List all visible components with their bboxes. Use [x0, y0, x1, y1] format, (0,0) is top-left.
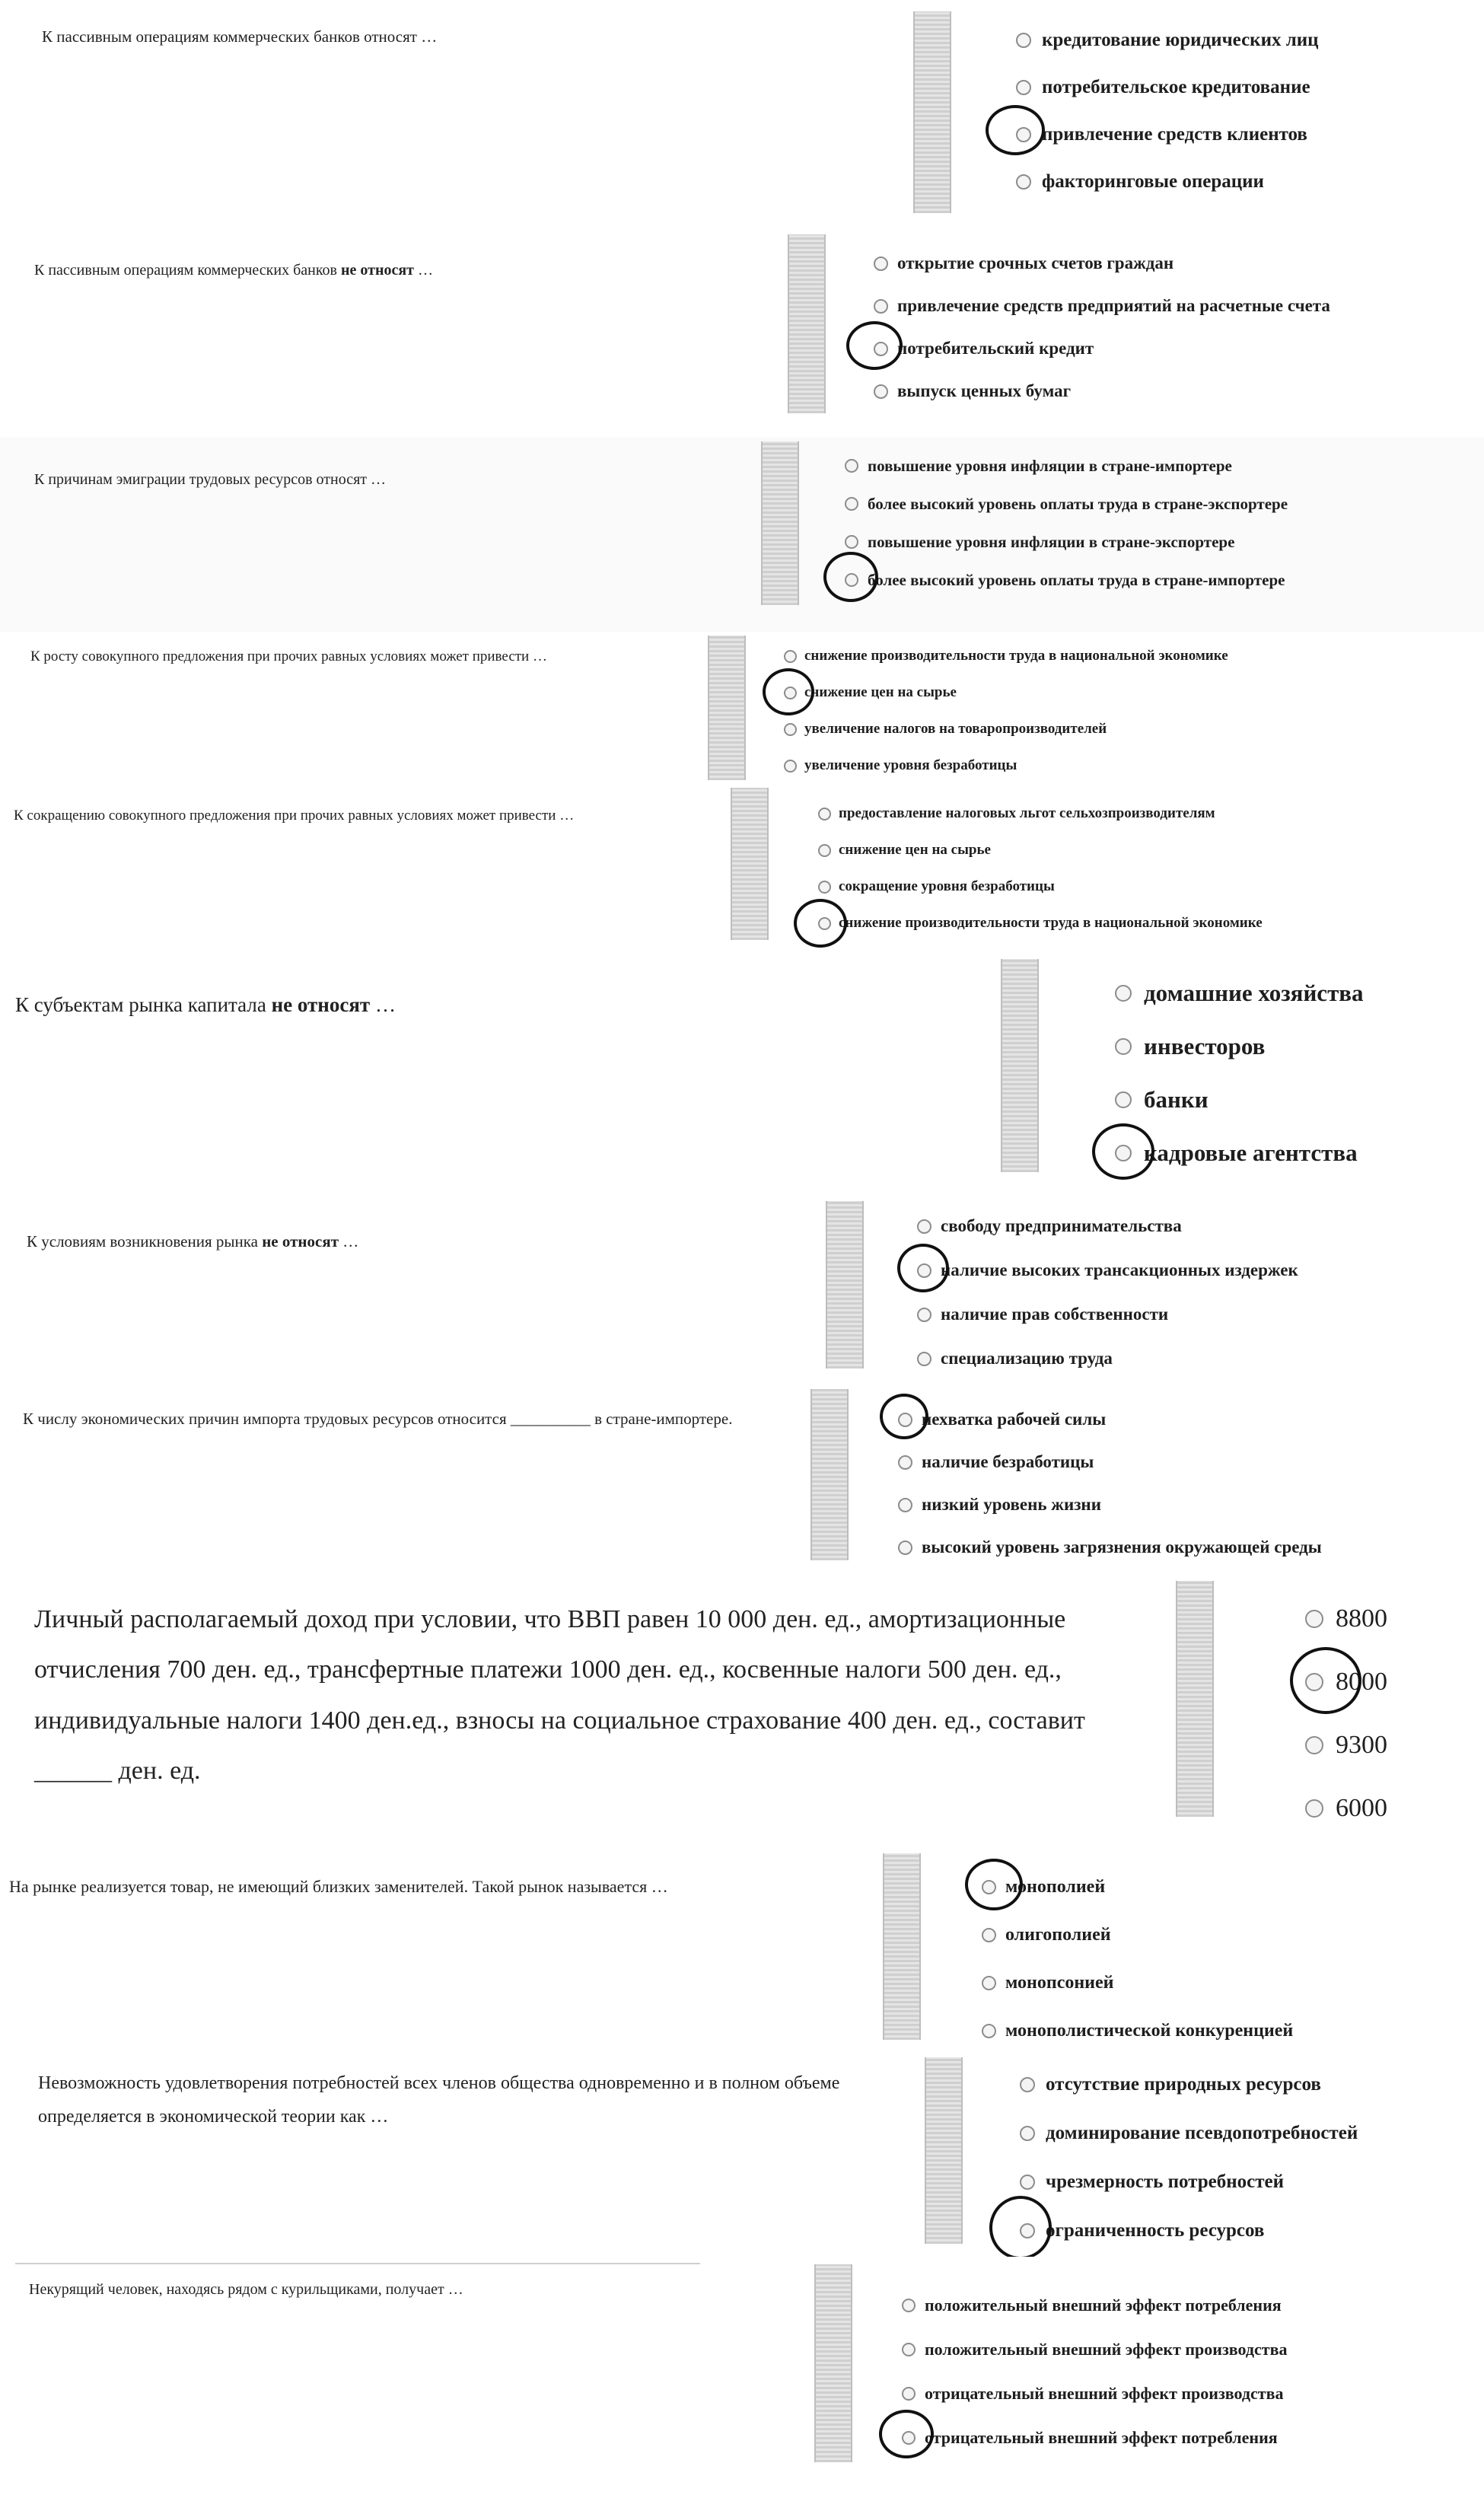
radio-icon[interactable] [902, 2343, 916, 2356]
answer-option[interactable] [1016, 64, 1319, 111]
radio-icon[interactable] [818, 881, 831, 894]
answer-label: низкий уровень жизни [922, 1495, 1101, 1514]
answer-option-selected[interactable] [1016, 111, 1319, 158]
radio-icon[interactable] [1305, 1610, 1323, 1628]
answer-option-selected[interactable] [845, 561, 1288, 599]
answer-label: увеличение налогов на товаропроизводителей [804, 721, 1107, 737]
answer-label: монопсонией [1005, 1973, 1114, 1993]
answer-options [982, 1863, 1293, 2055]
answer-option[interactable] [1020, 2158, 1358, 2206]
question-text: Личный располагаемый доход при условии, что ВВП равен 10 000 ден. ед., амортизационные отчисления 700 ден. ед., трансфертные платежи 1000 ден. ед., косвенные налоги 500 ден. ед., индивидуальные налоги 1400 ден.ед., взносы на социальное страхование 400 ден. ед., составит ______ ден. ед. [34, 1605, 1085, 1785]
question-block-7 [0, 1195, 1484, 1381]
answer-option[interactable] [874, 285, 1330, 327]
answer-label: кадровые агентства [1144, 1139, 1358, 1166]
answer-option[interactable] [898, 1441, 1322, 1483]
radio-icon[interactable] [845, 497, 858, 511]
scrollbar[interactable] [814, 2264, 852, 2462]
answer-option[interactable] [845, 523, 1288, 561]
answer-option-selected[interactable] [784, 674, 1228, 711]
radio-icon[interactable] [898, 1455, 912, 1470]
answer-option[interactable] [982, 1959, 1293, 2007]
answer-label: чрезмерность потребностей [1046, 2171, 1285, 2192]
answer-label: выпуск ценных бумаг [897, 381, 1072, 400]
answer-option[interactable] [874, 370, 1330, 413]
hand-drawn-circle-mark [1290, 1647, 1361, 1714]
answer-option[interactable] [917, 1204, 1298, 1248]
radio-icon[interactable] [874, 299, 888, 314]
radio-icon[interactable] [784, 723, 797, 736]
scrollbar[interactable] [761, 441, 799, 605]
answer-label: повышение уровня инфляции в стране-экспортере [868, 532, 1235, 551]
radio-icon[interactable] [898, 1498, 912, 1512]
answer-option[interactable] [898, 1483, 1322, 1526]
answer-label: открытие срочных счетов граждан [897, 253, 1174, 272]
hand-drawn-circle-mark [794, 899, 847, 948]
answer-options [1020, 2060, 1358, 2255]
radio-icon[interactable] [982, 1976, 996, 1990]
answer-label: олигополией [1005, 1925, 1111, 1945]
answer-label: факторинговые операции [1042, 171, 1264, 192]
question-text: На рынке реализуется товар, не имеющий близких заменителей. Такой рынок называется … [9, 1877, 668, 1896]
question-block-2 [0, 228, 1484, 438]
radio-icon[interactable] [845, 459, 858, 473]
answer-label: наличие высоких трансакционных издержек [941, 1260, 1298, 1279]
radio-icon[interactable] [1115, 1038, 1132, 1055]
question-text: Невозможность удовлетворения потребностей всех членов общества одновременно и в полном объеме определяется в экономической теории как … [38, 2073, 840, 2127]
answer-option[interactable] [902, 2328, 1287, 2372]
answer-option-selected[interactable] [917, 1248, 1298, 1292]
answer-options [898, 1398, 1322, 1569]
answer-option[interactable] [1115, 1073, 1364, 1126]
question-block-10 [0, 1834, 1484, 2051]
answer-option[interactable] [818, 832, 1263, 868]
answer-label: отрицательный внешний эффект производства [925, 2384, 1284, 2403]
question-text: К причинам эмиграции трудовых ресурсов относят … [34, 471, 387, 488]
scrollbar[interactable] [1176, 1581, 1214, 1817]
answer-label: предоставление налоговых льгот сельхозпроизводителям [839, 805, 1215, 821]
answer-option[interactable] [1115, 967, 1364, 1020]
answer-label: положительный внешний эффект производства [925, 2340, 1288, 2359]
question-block-6 [0, 948, 1484, 1195]
radio-icon[interactable] [1115, 985, 1132, 1002]
radio-icon[interactable] [982, 1928, 996, 1942]
radio-icon[interactable] [818, 808, 831, 820]
question-text: Некурящий человек, находясь рядом с курильщиками, получает … [29, 2281, 463, 2298]
answer-option[interactable] [818, 795, 1263, 832]
answer-label: отсутствие природных ресурсов [1046, 2074, 1321, 2095]
hand-drawn-circle-mark [763, 668, 814, 715]
radio-icon[interactable] [902, 2299, 916, 2312]
answer-options [1115, 967, 1364, 1180]
radio-icon[interactable] [917, 1308, 931, 1322]
radio-icon[interactable] [784, 650, 797, 663]
answer-label: снижение цен на сырье [839, 842, 991, 858]
answer-option-selected[interactable] [982, 1863, 1293, 1911]
answer-option[interactable] [982, 2007, 1293, 2055]
answer-label: привлечение средств клиентов [1042, 124, 1307, 145]
answer-label: домашние хозяйства [1144, 980, 1364, 1006]
scrollbar[interactable] [826, 1201, 864, 1368]
radio-icon[interactable] [982, 2024, 996, 2038]
answer-option[interactable] [902, 2283, 1287, 2328]
answer-options [902, 2283, 1287, 2460]
answer-label: более высокий уровень оплаты труда в стране-импортере [868, 570, 1285, 589]
radio-icon[interactable] [784, 760, 797, 773]
answer-label: снижение производительности труда в национальной экономике [839, 915, 1263, 931]
answer-options [1305, 1587, 1387, 1840]
answer-label: потребительский кредит [897, 339, 1094, 358]
hand-drawn-circle-mark [965, 1859, 1023, 1910]
hand-drawn-circle-mark [1092, 1123, 1154, 1180]
answer-option-selected[interactable] [818, 905, 1263, 942]
radio-icon[interactable] [1020, 2126, 1035, 2141]
answer-label: потребительское кредитование [1042, 77, 1310, 97]
scrollbar[interactable] [913, 11, 951, 213]
answer-label: высокий уровень загрязнения окружающей среды [922, 1537, 1322, 1556]
answer-option[interactable] [1016, 158, 1319, 206]
scrollbar[interactable] [788, 234, 826, 413]
answer-option[interactable] [1305, 1713, 1387, 1776]
radio-icon[interactable] [1305, 1799, 1323, 1818]
scrollbar[interactable] [708, 636, 746, 780]
radio-icon[interactable] [845, 535, 858, 549]
answer-options [917, 1204, 1298, 1381]
hand-drawn-circle-mark [846, 321, 903, 370]
answer-option[interactable] [784, 711, 1228, 747]
answer-option[interactable] [1020, 2060, 1358, 2109]
answer-option[interactable] [1115, 1020, 1364, 1073]
radio-icon[interactable] [874, 384, 888, 399]
answer-option[interactable] [917, 1337, 1298, 1381]
answer-label: 8800 [1336, 1604, 1387, 1633]
scrollbar[interactable] [810, 1389, 849, 1560]
answer-label: снижение цен на сырье [804, 684, 957, 700]
answer-option-selected[interactable] [1020, 2206, 1358, 2255]
scrollbar[interactable] [731, 788, 769, 940]
answer-label: снижение производительности труда в национальной экономике [804, 648, 1228, 664]
answer-option[interactable] [898, 1526, 1322, 1569]
answer-option[interactable] [1020, 2109, 1358, 2158]
answer-options [874, 242, 1330, 413]
answer-option[interactable] [917, 1292, 1298, 1337]
hand-drawn-circle-mark [989, 2196, 1052, 2260]
answer-option[interactable] [1305, 1587, 1387, 1650]
answer-option-selected[interactable] [874, 327, 1330, 370]
hand-drawn-circle-mark [879, 2410, 934, 2458]
question-block-3 [0, 438, 1484, 632]
answer-option[interactable] [874, 242, 1330, 285]
answer-label: банки [1144, 1086, 1209, 1113]
answer-label: привлечение средств предприятий на расчетные счета [897, 296, 1330, 315]
answer-label: 8000 [1336, 1667, 1387, 1696]
answer-label: монополистической конкуренцией [1005, 2021, 1294, 2041]
radio-icon[interactable] [1016, 174, 1031, 190]
answer-option[interactable] [784, 638, 1228, 674]
answer-label: монополией [1005, 1877, 1106, 1897]
answer-label: увеличение уровня безработицы [804, 757, 1017, 773]
scrollbar[interactable] [1001, 959, 1039, 1172]
radio-icon[interactable] [902, 2387, 916, 2401]
answer-label: нехватка рабочей силы [922, 1410, 1107, 1429]
answer-label: инвесторов [1144, 1033, 1266, 1059]
answer-option[interactable] [784, 747, 1228, 784]
answer-label: повышение уровня инфляции в стране-импортере [868, 456, 1232, 475]
radio-icon[interactable] [1115, 1091, 1132, 1108]
question-text: К субъектам рынка капитала не относят … [15, 993, 396, 1016]
radio-icon[interactable] [1020, 2077, 1035, 2092]
radio-icon[interactable] [1016, 33, 1031, 48]
question-text: К числу экономических причин импорта трудовых ресурсов относится __________ в стране-импортере. [23, 1410, 733, 1428]
question-block-9 [0, 1572, 1484, 1834]
answer-label: ограниченность ресурсов [1046, 2220, 1265, 2241]
radio-icon[interactable] [818, 844, 831, 857]
question-text: К пассивным операциям коммерческих банков не относят … [34, 262, 433, 279]
answer-options [784, 638, 1228, 784]
radio-icon[interactable] [1020, 2175, 1035, 2190]
answer-label: свободу предпринимательства [941, 1216, 1182, 1235]
question-block-1 [0, 0, 1484, 228]
answer-label: наличие прав собственности [941, 1305, 1169, 1324]
answer-label: доминирование псевдопотребностей [1046, 2123, 1358, 2143]
hand-drawn-circle-mark [823, 552, 878, 602]
question-text: К пассивным операциям коммерческих банков относят … [42, 27, 438, 46]
answer-label: сокращение уровня безработицы [839, 878, 1055, 894]
answer-option[interactable] [1016, 17, 1319, 64]
question-block-5 [0, 788, 1484, 948]
answer-label: наличие безработицы [922, 1452, 1094, 1471]
answer-label: положительный внешний эффект потребления [925, 2296, 1282, 2315]
radio-icon[interactable] [874, 256, 888, 271]
hand-drawn-circle-mark [880, 1394, 928, 1439]
radio-icon[interactable] [898, 1541, 912, 1555]
question-block-12 [0, 2257, 1484, 2498]
question-text: К сокращению совокупного предложения при прочих равных условиях может привести … [14, 808, 575, 824]
radio-icon[interactable] [1305, 1736, 1323, 1754]
answer-option-selected[interactable] [1305, 1650, 1387, 1713]
answer-options [818, 795, 1263, 942]
answer-label: 6000 [1336, 1793, 1387, 1822]
question-text: К условиям возникновения рынка не относят … [27, 1232, 359, 1251]
hand-drawn-circle-mark [986, 105, 1045, 155]
answer-option-selected[interactable] [1115, 1126, 1364, 1180]
scrollbar[interactable] [883, 1853, 921, 2040]
answer-options [845, 447, 1288, 599]
answer-label: специализацию труда [941, 1349, 1113, 1368]
question-text: К росту совокупного предложения при прочих равных условиях может привести … [30, 648, 547, 664]
question-block-11 [0, 2051, 1484, 2257]
question-block-4 [0, 632, 1484, 788]
hand-drawn-circle-mark [897, 1244, 949, 1292]
answer-option[interactable] [845, 485, 1288, 523]
answer-option-selected[interactable] [898, 1398, 1322, 1441]
radio-icon[interactable] [917, 1219, 931, 1234]
answer-option[interactable] [982, 1911, 1293, 1959]
radio-icon[interactable] [1016, 80, 1031, 95]
answer-option[interactable] [845, 447, 1288, 485]
answer-label: отрицательный внешний эффект потребления [925, 2428, 1278, 2447]
answer-options [1016, 17, 1319, 206]
divider [15, 2263, 700, 2264]
answer-option[interactable] [1305, 1776, 1387, 1840]
answer-label: кредитование юридических лиц [1042, 30, 1319, 50]
answer-option[interactable] [902, 2372, 1287, 2416]
answer-label: 9300 [1336, 1730, 1387, 1759]
radio-icon[interactable] [917, 1352, 931, 1366]
answer-label: более высокий уровень оплаты труда в стране-экспортере [868, 494, 1288, 513]
scrollbar[interactable] [925, 2057, 963, 2244]
answer-option[interactable] [818, 868, 1263, 905]
question-block-8 [0, 1381, 1484, 1572]
answer-option-selected[interactable] [902, 2416, 1287, 2460]
